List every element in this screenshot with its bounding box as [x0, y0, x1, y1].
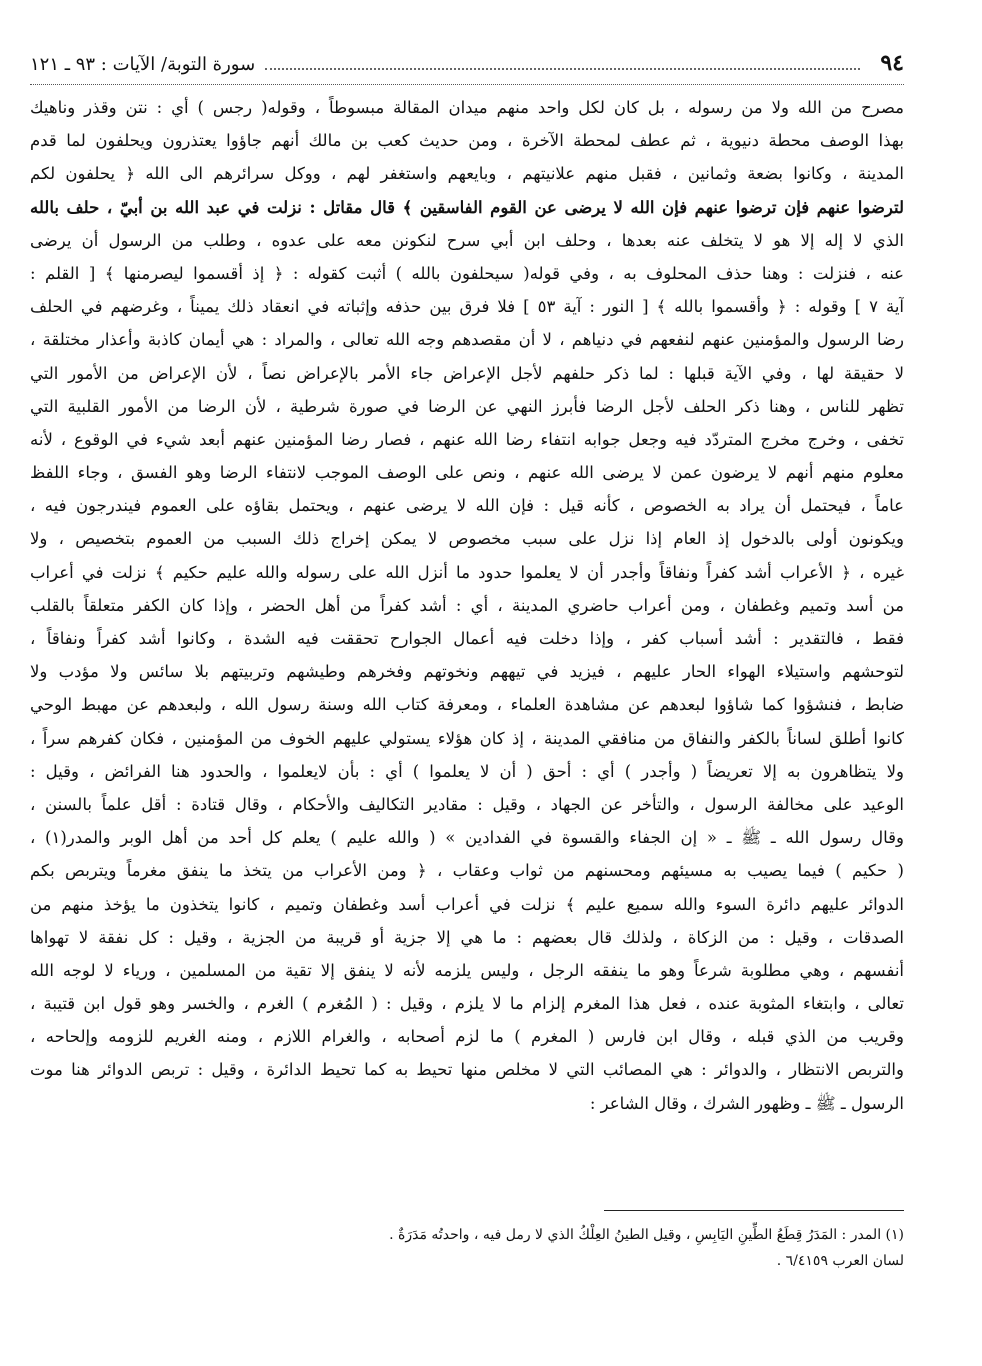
text-line: فقط ، فالتقدير : أشد أسباب كفر ، وإذا دخلت فيه أعمال الجوارح تحققت فيه الشدة ، وكانوا أشد كفراً ونفاقاً ،: [30, 629, 904, 648]
text-line: وقال رسول الله ـ ﷺ ـ « إن الجفاء والقسوة في الفدادين » ( والله عليم ) يعلم كل أحد من أهل الوبر والمدر(١) ،: [30, 828, 904, 848]
text-line: الذي لا إله إلا هو لا يتخلف عنه بعدها ، وحلف ابن أبي سرح لنكونن معه على عدوه ، وطلب من الرسول أن يرضى: [30, 230, 904, 250]
footnote-divider: [604, 1210, 904, 1211]
text-line: ولا يتظاهرون به إلا تعريضاً ( وأجدر ) أي : أحق ( أن لا يعلموا ) أي : بأن لايعلموا ، والحدود هنا الفرائض ، وقيل :: [30, 761, 904, 781]
text-line: كانوا أطلق لساناً بالكفر والنفاق من منافقي المدينة ، إذ كان هؤلاء يستولي عليهم الخوف من المؤمنين ، فكان كفرهم سراً ،: [30, 728, 904, 748]
text-line: الرسول ـ ﷺ ـ وظهور الشرك ، وقال الشاعر :: [589, 1093, 904, 1113]
text-line: آية ٧ ] وقوله : ﴿ وأقسموا بالله ﴾ [ النور : آية ٥٣ ] فلا فرق بين حذفه وإثباته في انعقاد ذلك يميناً ، وغرضهم في الحلف: [30, 297, 904, 317]
text-line: رضا الرسول والمؤمنين عنهم لنفعهم في دنياهم ، لا أن مقصدهم وجه الله تعالى ، والمراد : هي أيمان كاذبة وأعذار مختلقة ،: [30, 330, 904, 350]
text-line: تظهر للناس ، وهنا ذكر الحلف لأجل الرضا فأبرز النهي عن الرضا في صورة شرطية ، لأن الرضا من الأمور القلبية التي: [30, 396, 904, 416]
text-line: تعالى ، وابتغاء المثوبة عنده ، فعل هذا المغرم إلزام ما لا يلزم ، وقيل : ( المُغرم ) الغرم ، والخسر وهو قول ابن قتيبة ،: [30, 994, 904, 1014]
text-line: الصدقات ، وقيل : من الزكاة ، ولذلك قال بعضهم : ما هي إلا جزية أو قريبة من الجزية ، وقيل : كل نفقة لا تهواها: [30, 927, 904, 947]
footnote-line: (١) المدر : المَدَرُ قِطَعُ الطِّينِ اليَابِسِ ، وقيل الطينُ العِلْكُ الذي لا رمل فيه ، واحدتُه مَدَرَةٌ .: [389, 1227, 904, 1243]
text-line: والتربص الانتظار ، والدوائر : هي المصائب التي لا مخلص منها تحيط به كما تحيط الدائرة ، وقيل : تربص الدوائر هنا موت: [30, 1060, 904, 1080]
text-line: الوعيد على مخالفة الرسول ، والتأخر عن الجهاد ، وقيل : مقادير التكاليف والأحكام ، وقال قتادة : أقل علماً بالسنن ،: [30, 794, 904, 814]
text-line: ويكونون أولى بالدخول إذ العام إذا نزل على سبب مخصوص لا يمكن إخراج ذلك السبب من العموم بتخصيص ، ولا: [30, 529, 904, 549]
body-text: [30, 91, 904, 1120]
text-line: ضابط ، فنشؤوا كما شاؤوا لبعدهم عن مشاهدة العلماء ، ومعرفة كتاب الله وسنة رسول الله ، ولبعدهم عن مهبط الوحي: [30, 695, 904, 715]
footnotes: [30, 1222, 904, 1274]
text-line: عاماً ، فيحتمل أن يراد به الخصوص ، كأنه قيل : فإن الله لا يرضى عنهم ، ويحتمل بقاؤه على العموم فيندرجون فيه ،: [30, 496, 904, 516]
header-dotted-leader: [265, 68, 860, 70]
running-header: [30, 50, 904, 85]
text-line: الدوائر عليهم دائرة السوء والله سميع عليم ﴾ نزلت في أعراب أسد وغطفان وتميم ، كانوا يتخذون ما يؤخذ منهم من: [30, 894, 904, 914]
footnote-line: لسان العرب ٦/٤١٥٩ .: [776, 1253, 904, 1269]
text-line: أنفسهم ، وهي مطلوبة شرعاً وهو ما ينفقه الرجل ، وليس يلزمه لأنه لا ينفق إلا تقية من المسلمين ، ورياء لا لوجه الله: [30, 960, 904, 980]
text-line: مصرح من الله ولا من رسوله ، بل كان لكل واحد منهم ميدان المقالة مبسوطاً ، وقوله( رجس ) أي : نتن وقذر وناهيك: [30, 98, 904, 117]
text-line: معلوم منهم أنهم لا يرضون عمن لا يرضى الله عنهم ، ونص على الوصف الموجب لانتفاء الرضا وهو الفسق ، وجاء اللفظ: [30, 463, 904, 483]
text-line: عنه ، فنزلت : وهنا حذف المحلوف به ، وفي قوله( سيحلفون بالله ) أثبت كقوله : ﴿ إذ أقسموا ليصرمنها ﴾ [ القلم :: [30, 263, 904, 283]
text-line: المدينة ، وكانوا بضعة وثمانين ، فقبل منهم علانيتهم ، وبايعهم واستغفر لهم ، ووكل سرائرهم الى الله ﴿ يحلفون لكم: [30, 164, 904, 184]
text-line: تخفى ، وخرج مخرج المتردّد فيه وجعل جوابه انتفاء رضا الله عنهم ، فصار رضا المؤمنين عنهم أبعد شيء في الوقوع ، لأنه: [30, 429, 904, 449]
text-line: من أسد وتميم وغطفان ، ومن أعراب حاضري المدينة ، أي : أشد كفراً من أهل الحضر ، وإذا كان الكفر متعلقاً بالقلب: [30, 595, 904, 615]
text-line: بهذا الوصف محطة دنيوية ، ثم عطف لمحطة الآخرة ، ومن حديث كعب بن مالك أنهم جاؤوا يعتذرون ويحلفون لما قدم: [30, 131, 904, 151]
text-line: غيره ، ﴿ الأعراب أشد كفراً ونفاقاً وأجدر أن لا يعلموا حدود ما أنزل الله على رسوله والله عليم حكيم ﴾ نزلت في أعراب: [30, 562, 904, 582]
page-number: ٩٤: [880, 50, 904, 76]
text-line: لتوحشهم واستيلاء الهواء الحار عليهم ، فيزيد في تيههم ونخوتهم وفخرهم وطيشهم وتربيتهم بلا سائس ولا مؤدب ولا: [30, 662, 904, 682]
text-line: وقريب من الذي قبله ، وقال ابن فارس ( المغرم ) ما لزم أصحابه ، والغرام اللازم ، ومنه الغريم للزومه وإلحاحه ،: [30, 1027, 904, 1047]
text-line: لا حقيقة لها ، وفي الآية قبلها : لما ذكر حلفهم لأجل الإعراض جاء الأمر بالإعراض نصاً ، لأن الإعراض من الأمور التي: [30, 363, 904, 383]
text-line: لترضوا عنهم فإن ترضوا عنهم فإن الله لا يرضى عن القوم الفاسقين ﴾ قال مقاتل : نزلت في عبد الله بن أبيّ ، حلف بالله: [30, 197, 904, 217]
text-line: ( حكيم ) فيما يصيب به مسيئهم ومحسنهم من ثواب وعقاب ، ﴿ ومن الأعراب من يتخذ ما ينفق مغرماً ويتربص بكم: [30, 861, 904, 881]
running-title: سورة التوبة/ الآيات : ٩٣ ـ ١٢١: [30, 54, 256, 75]
